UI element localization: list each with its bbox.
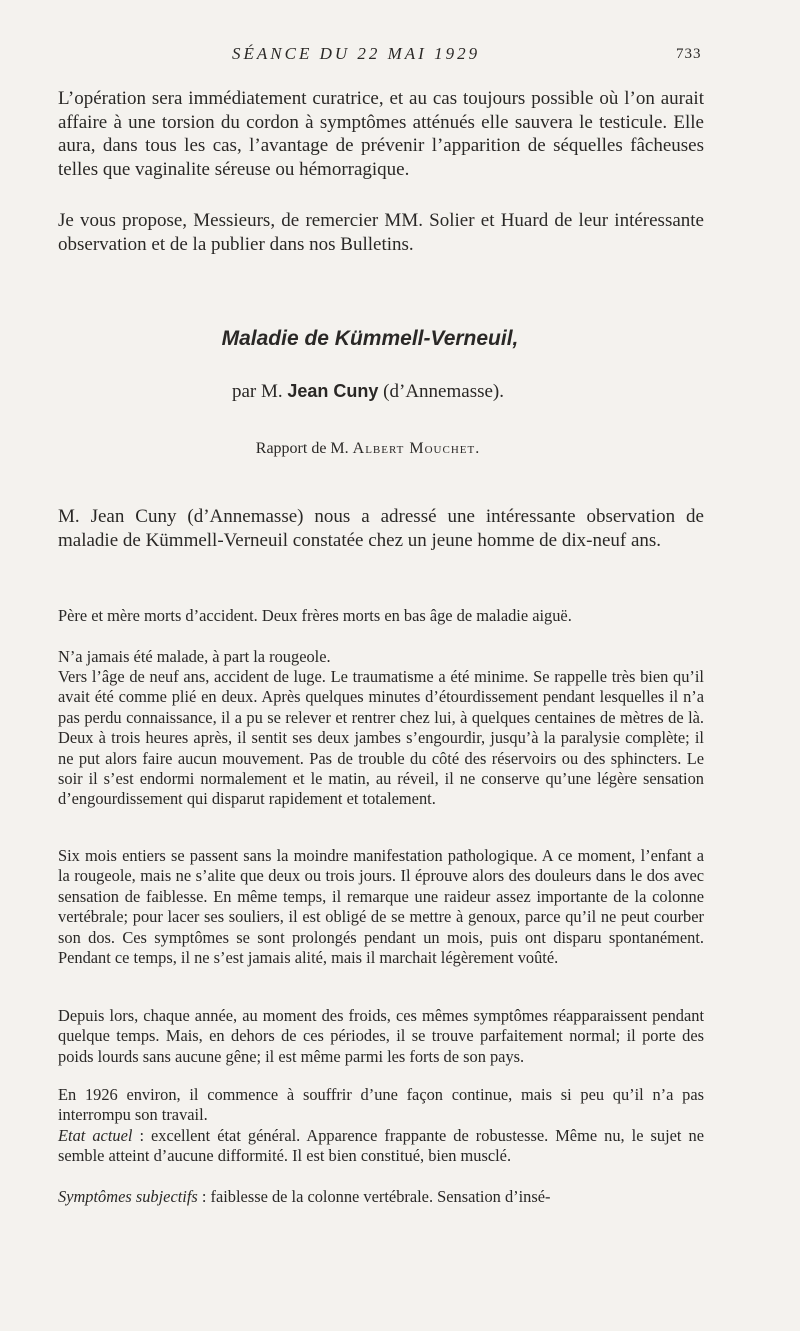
author-name: Jean Cuny [287, 381, 379, 401]
running-header [0, 44, 800, 66]
byline-prefix: par M. [231, 381, 283, 402]
report-line [0, 440, 800, 458]
observation-paragraph-3: Vers l’âge de neuf ans, accident de luge. Le traumatisme a été minime. Se rappelle très bien qu’il avait été comme plié en deux. Après quelques minutes d’étourdissement pendant lesquelles il n’a pas perdu connaissance, il a pu se relever et rentrer chez lui, à quelques centaines de mètres de là. Deux à trois heures après, il sentit ses deux jambes s’engourdir, jusqu’à la paralysie complète; il ne put alors faire aucun mouvement. Pas de trouble du côté des réservoirs ou des sphincters. Le soir il s’est endormi normalement et le matin, au réveil, il ne conserve qu’une légère sensation d’engourdissement qui disparut rapidement et totalement. [58, 667, 704, 809]
reporter-name: Albert Mouchet. [352, 440, 481, 457]
intro-paragraph-1: L’opération sera immédiatement curatrice, et au cas toujours possible où l’on aurait affaire à une torsion du cordon à symptômes atténués elle sauvera le testicule. Elle aura, dans tous les cas, l’avantage de prévenir l’apparition de séquelles fâcheuses telles que vaginalite séreuse ou hémorragique. [58, 88, 704, 180]
article-title: Maladie de Kümmell-Verneuil, [221, 327, 519, 350]
observation-paragraph-7 [58, 1126, 704, 1167]
intro-paragraph-2: Je vous propose, Messieurs, de remercier MM. Solier et Huard de leur intéressante observation et de la publier dans nos Bulletins. [58, 210, 704, 255]
symptomes-subjectifs-text: : faiblesse de la colonne vertébrale. Sensation d’insé- [197, 1187, 551, 1206]
observation-paragraph-1: Père et mère morts d’accident. Deux frères morts en bas âge de maladie aiguë. [58, 606, 572, 625]
observation-paragraph-8 [58, 1187, 704, 1207]
observation-paragraph-6: En 1926 environ, il commence à souffrir d’une façon continue, mais si peu qu’il n’a pas interrompu son travail. [58, 1085, 704, 1125]
observation-paragraph-4: Six mois entiers se passent sans la moindre manifestation pathologique. A ce moment, l’enfant a la rougeole, mais ne s’alite que deux ou trois jours. Il éprouve alors des douleurs dans le dos avec sensation de faiblesse. En même temps, il remarque une raideur assez importante de la colonne vertébrale; pour lacer ses souliers, il est obligé de se mettre à genoux, parce qu’il ne peut courber son dos. Ces symptômes se sont prolongés pendant un mois, puis ont disparu spontanément. Pendant ce temps, il ne s’est jamais alité, mais il marchait légèrement voûté. [58, 846, 704, 968]
article-byline [0, 381, 800, 403]
symptomes-subjectifs-label: Symptômes subjectifs [58, 1187, 198, 1206]
etat-actuel-text: : excellent état général. Apparence frappante de robustesse. Même nu, le sujet ne semble atteint d’aucune difformité. Il est bien constitué, bien musclé. [58, 1126, 704, 1166]
etat-actuel-label: Etat actuel [58, 1126, 133, 1145]
observation-paragraph-2: N’a jamais été malade, à part la rougeole. [58, 647, 331, 666]
observation-paragraph-5: Depuis lors, chaque année, au moment des froids, ces mêmes symptômes réapparaissent pendant quelque temps. Mais, en dehors de ces périodes, il se trouve parfaitement normal; il porte des poids lourds sans aucune gêne; il est même parmi les forts de son pays. [58, 1006, 704, 1066]
report-prefix: Rapport de M. [255, 440, 349, 457]
page-number: 733 [676, 46, 702, 62]
author-place: (d’Annemasse). [383, 381, 504, 402]
running-header-title: SÉANCE DU 22 MAI 1929 [232, 44, 481, 63]
article-lead-paragraph: M. Jean Cuny (d’Annemasse) nous a adressé une intéressante observation de maladie de Kümmell-Verneuil constatée chez un jeune homme de dix-neuf ans. [58, 506, 704, 551]
